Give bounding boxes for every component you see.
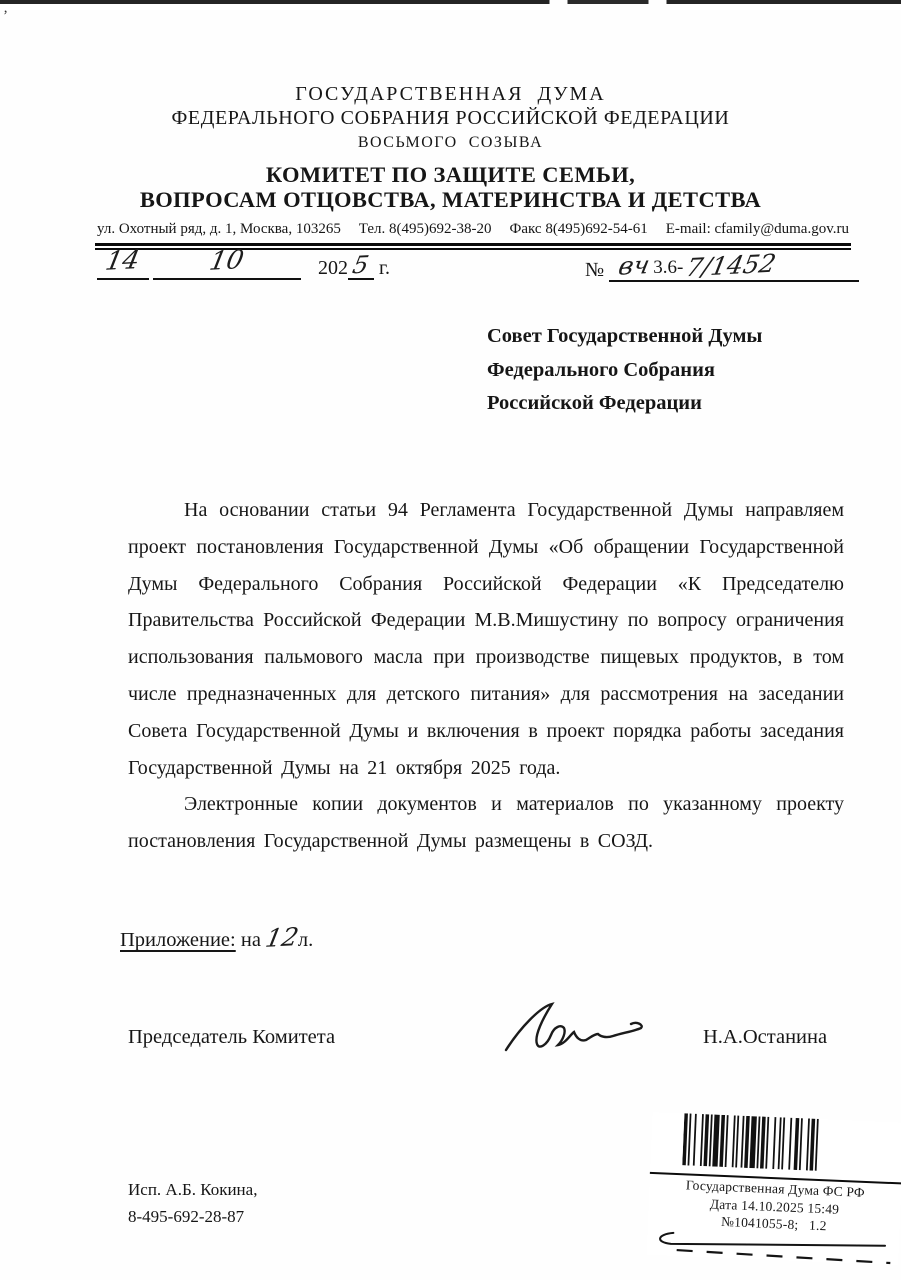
signer-position: Председатель Комитета	[128, 1026, 336, 1048]
scan-artifact-tick: ’	[3, 8, 8, 24]
handwritten-page-count: 12	[263, 922, 302, 953]
signature-icon	[498, 998, 648, 1061]
attachment-label: Приложение:	[120, 929, 236, 951]
body-paragraph-2: Электронные копии документов и материалов по указанному проекту постановления Государственной Думы размещены в СОЗД.	[128, 793, 844, 853]
org-name-line3: ВОСЬМОГО СОЗЫВА	[357, 134, 544, 151]
date-month-field	[153, 245, 301, 280]
contact-line	[97, 221, 849, 238]
date-number-line	[0, 245, 901, 288]
year-suffix: г.	[379, 257, 390, 279]
executor-phone: 8-495-692-28-87	[128, 1207, 245, 1226]
committee-name-line2: ВОПРОСАМ ОТЦОВСТВА, МАТЕРИНСТВА И ДЕТСТВА	[139, 187, 762, 212]
contact-fax: Факс 8(495)692-54-61	[509, 221, 648, 237]
scan-artifact-top-line	[0, 0, 901, 4]
contact-phone: Тел. 8(495)692-38-20	[358, 221, 492, 237]
addressee-block	[487, 320, 762, 421]
body-paragraph-1: На основании статьи 94 Регламента Государственной Думы направляем проект постановления Государственной Думы «Об обращении Государственной Думы Федерального Собрания Российской Федерации «К Председателю Правительства Российской Федерации М.В.Мишустину по вопросу ограничения использования пальмового масла при производстве пищевых продуктов, в том числе предназначенных для детского питания» для рассмотрения на заседании Совета Государственной Думы и включения в проект порядка работы заседания Государственной Думы на 21 октября 2025 года.	[128, 499, 844, 779]
signer-name: Н.А.Останина	[703, 1026, 828, 1048]
stamp-date: Дата 14.10.2025 15:49	[709, 1195, 840, 1217]
executor-name: Исп. А.Б. Кокина,	[128, 1180, 258, 1199]
date-year-field	[318, 250, 390, 280]
handwritten-year-digit: 5	[350, 250, 372, 280]
number-blank	[609, 248, 859, 283]
stamp-number: №1041055-8; 1.2	[720, 1213, 827, 1234]
letter-body	[128, 492, 844, 860]
date-day-field	[97, 245, 149, 280]
year-blank	[348, 250, 374, 280]
attachment-line	[120, 922, 314, 953]
committee-name-line1: КОМИТЕТ ПО ЗАЩИТЕ СЕМЬИ,	[265, 162, 636, 187]
addressee-line: Совет Государственной Думы	[487, 325, 763, 347]
contact-email: E-mail: cfamily@duma.gov.ru	[665, 221, 849, 237]
handwritten-number-prefix: вч	[616, 250, 653, 281]
contact-address: ул. Охотный ряд, д. 1, Москва, 103265	[97, 221, 341, 237]
number-printed-part: 3.6-	[653, 257, 684, 278]
addressee-line: Российской Федерации	[487, 392, 702, 414]
handwritten-number-value: 7/1452	[684, 248, 779, 283]
attachment-text-after: л.	[297, 929, 314, 951]
stamp-org: Государственная Дума ФС РФ	[685, 1177, 866, 1200]
addressee-line: Федерального Собрания	[487, 358, 715, 381]
number-sign: №	[585, 259, 605, 281]
letterhead	[0, 82, 901, 250]
executor-block	[128, 1176, 257, 1230]
handwritten-month: 10	[207, 245, 247, 277]
registration-stamp	[646, 1112, 901, 1265]
org-name-line2: ФЕДЕРАЛЬНОГО СОБРАНИЯ РОССИЙСКОЙ ФЕДЕРАЦИИ	[171, 107, 730, 129]
year-printed: 202	[318, 257, 348, 279]
barcode-icon	[682, 1113, 822, 1171]
handwritten-day: 14	[103, 245, 143, 277]
org-name-line1: ГОСУДАРСТВЕННАЯ ДУМА	[295, 83, 606, 105]
outgoing-number-field	[585, 248, 859, 283]
attachment-text-before: на	[235, 929, 261, 951]
